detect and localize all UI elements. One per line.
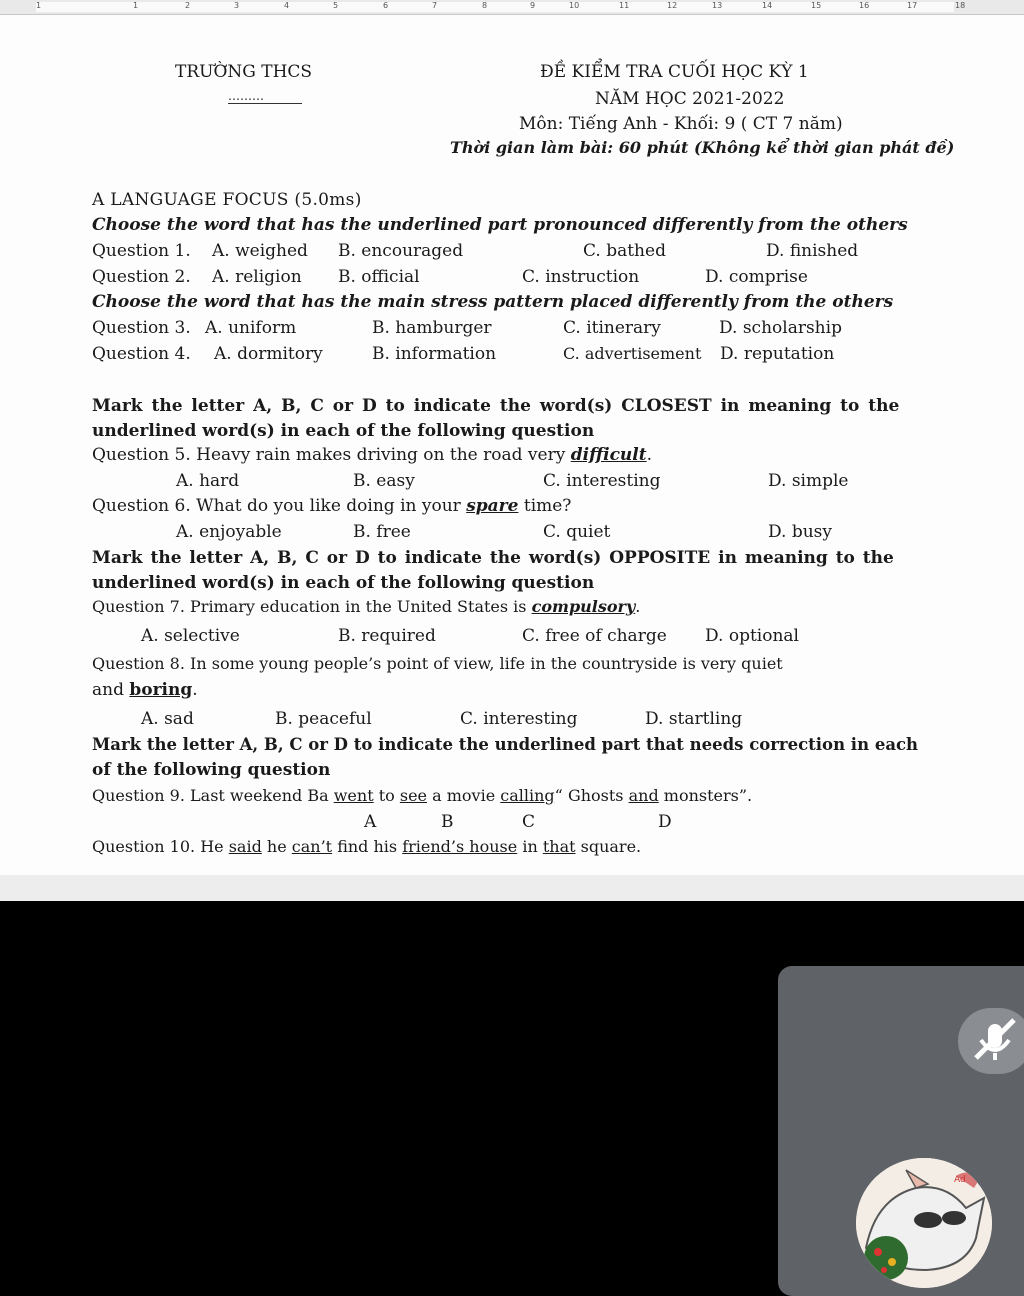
q6-option-a: A. enjoyable <box>176 522 282 542</box>
q8-option-d: D. startling <box>645 709 743 729</box>
question-9: Question 9. Last weekend Ba went to see a movie calling“ Ghosts and monsters”. <box>92 786 753 805</box>
q3-option-b: B. hamburger <box>372 318 492 338</box>
q9-letter-c: C <box>522 812 536 832</box>
q7-option-c: C. free of charge <box>522 626 667 646</box>
instruction-pronunciation: Choose the word that has the underlined part pronounced differently from the others <box>92 215 908 235</box>
q8-option-b: B. peaceful <box>275 709 372 729</box>
ruler-mark: 1 <box>36 1 42 10</box>
subject-line: Môn: Tiếng Anh - Khối: 9 ( CT 7 năm) <box>519 114 843 134</box>
time-line: Thời gian làm bài: 60 phút (Không kể thời gian phát đề) <box>450 138 955 157</box>
instruction-closest-line1: Mark the letter A, B, C or D to indicate the word(s) CLOSEST in meaning to the <box>92 396 900 416</box>
ruler-mark: 16 <box>859 1 870 10</box>
instruction-opposite-line1: Mark the letter A, B, C or D to indicate the word(s) OPPOSITE in meaning to the <box>92 548 894 568</box>
q9-letter-d: D <box>658 812 672 832</box>
exam-title: ĐỀ KIỂM TRA CUỐI HỌC KỲ 1 <box>540 62 809 82</box>
question-5: Question 5. Heavy rain makes driving on the road very difficult. <box>92 445 653 465</box>
ruler-mark: 14 <box>762 1 773 10</box>
q5-option-a: A. hard <box>176 471 240 491</box>
mic-muted-button[interactable] <box>958 1008 1024 1074</box>
q5-option-c: C. interesting <box>543 471 661 491</box>
avatar <box>856 1158 992 1288</box>
q2-option-c: C. instruction <box>522 267 640 287</box>
avatar-label: Ad <box>954 1175 966 1185</box>
question-1-label: Question 1. <box>92 241 191 261</box>
q6-underlined-word: spare <box>466 496 519 516</box>
ruler-mark: 7 <box>432 1 438 10</box>
ruler-mark: 12 <box>667 1 678 10</box>
q9-letter-a: A <box>364 812 377 832</box>
q8-underlined-word: boring <box>129 680 193 700</box>
q4-option-d: D. reputation <box>720 344 835 364</box>
q7-option-a: A. selective <box>141 626 240 646</box>
mic-muted-icon <box>958 1008 1024 1074</box>
question-3-label: Question 3. <box>92 318 191 338</box>
ruler-mark: 11 <box>619 1 630 10</box>
ruler-mark: 18 <box>955 1 966 10</box>
question-2-label: Question 2. <box>92 267 191 287</box>
ruler-mark: 10 <box>569 1 580 10</box>
school-dots: ……… <box>228 89 302 104</box>
q4-option-a: A. dormitory <box>214 344 323 364</box>
document-page[interactable] <box>0 15 1024 875</box>
question-6: Question 6. What do you like doing in your spare time? <box>92 496 572 516</box>
ruler-mark: 3 <box>234 1 240 10</box>
ruler-mark: 4 <box>284 1 290 10</box>
q1-option-c: C. bathed <box>583 241 666 261</box>
question-8-line1: Question 8. In some young people’s point of view, life in the countryside is very quiet <box>92 654 783 673</box>
ruler <box>0 0 1024 15</box>
instruction-error-line1: Mark the letter A, B, C or D to indicate the underlined part that needs correction in each <box>92 735 919 754</box>
q8-option-c: C. interesting <box>460 709 578 729</box>
q8-option-a: A. sad <box>141 709 194 729</box>
q4-option-b: B. information <box>372 344 497 364</box>
q4-option-c: C. advertisement <box>563 344 702 363</box>
question-7: Question 7. Primary education in the United States is compulsory. <box>92 597 641 616</box>
q9-letter-b: B <box>441 812 454 832</box>
q3-option-c: C. itinerary <box>563 318 661 338</box>
q5-option-d: D. simple <box>768 471 849 491</box>
q6-option-b: B. free <box>353 522 411 542</box>
q6-option-d: D. busy <box>768 522 832 542</box>
q1-option-b: B. encouraged <box>338 241 464 261</box>
page-gap <box>0 875 1024 901</box>
ruler-mark: 2 <box>185 1 191 10</box>
q5-underlined-word: difficult <box>570 445 647 465</box>
ruler-mark: 13 <box>712 1 723 10</box>
ruler-mark: 8 <box>482 1 488 10</box>
ruler-mark: 5 <box>333 1 339 10</box>
instruction-closest-line2: underlined word(s) in each of the following question <box>92 421 595 441</box>
ruler-mark: 1 <box>133 1 139 10</box>
ruler-mark: 9 <box>530 1 536 10</box>
q1-option-d: D. finished <box>766 241 859 261</box>
school-name: TRƯỜNG THCS <box>175 62 313 82</box>
ruler-mark: 17 <box>907 1 918 10</box>
instruction-stress: Choose the word that has the main stress pattern placed differently from the others <box>92 292 894 312</box>
question-4-label: Question 4. <box>92 344 191 364</box>
cat-avatar-icon <box>856 1158 992 1288</box>
instruction-opposite-line2: underlined word(s) in each of the following question <box>92 573 595 593</box>
q5-option-b: B. easy <box>353 471 415 491</box>
q2-option-d: D. comprise <box>705 267 808 287</box>
school-year: NĂM HỌC 2021-2022 <box>595 89 785 109</box>
q7-option-b: B. required <box>338 626 436 646</box>
section-title: A LANGUAGE FOCUS (5.0ms) <box>92 190 362 210</box>
q2-option-b: B. official <box>338 267 420 287</box>
q3-option-d: D. scholarship <box>719 318 842 338</box>
q1-option-a: A. weighed <box>212 241 308 261</box>
q7-option-d: D. optional <box>705 626 799 646</box>
ruler-mark: 6 <box>383 1 389 10</box>
question-8-line2: and boring. <box>92 680 198 700</box>
ruler-mark: 15 <box>811 1 822 10</box>
instruction-error-line2: of the following question <box>92 760 331 780</box>
q7-underlined-word: compulsory <box>531 597 636 616</box>
q6-option-c: C. quiet <box>543 522 611 542</box>
q2-option-a: A. religion <box>212 267 302 287</box>
question-10: Question 10. He said he can’t find his friend’s house in that square. <box>92 837 642 856</box>
q3-option-a: A. uniform <box>205 318 297 338</box>
